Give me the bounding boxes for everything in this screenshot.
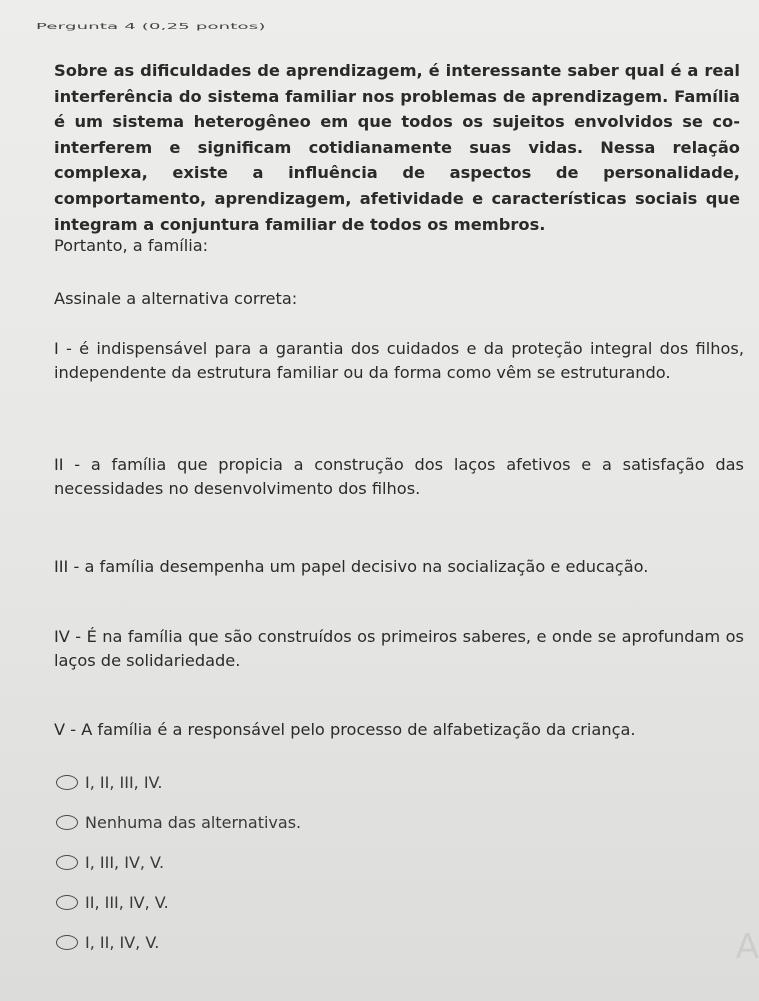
- answer-option-4[interactable]: [56, 882, 301, 922]
- radio-button-icon[interactable]: [56, 895, 78, 910]
- answer-options: [56, 762, 301, 962]
- answer-option-label: II, III, IV, V.: [85, 892, 169, 912]
- radio-button-icon[interactable]: [56, 815, 78, 830]
- question-instruction: Assinale a alternativa correta:: [54, 289, 298, 308]
- answer-option-label: I, III, IV, V.: [85, 852, 165, 872]
- item-i: I - é indispensável para a garantia dos cuidados e da proteção integral dos filhos, independente da estrutura familiar ou da forma como vêm se estruturando.: [54, 339, 744, 382]
- item-ii: II - a família que propicia a construção dos laços afetivos e a satisfação das necessidades no desenvolvimento dos filhos.: [54, 455, 744, 498]
- item-iii: III - a família desempenha um papel decisivo na socialização e educação.: [54, 557, 649, 576]
- radio-button-icon[interactable]: [56, 775, 78, 790]
- answer-option-label: Nenhuma das alternativas.: [85, 812, 302, 832]
- answer-option-3[interactable]: [56, 842, 301, 882]
- answer-option-label: I, II, III, IV.: [85, 772, 163, 792]
- item-iv: IV - É na família que são construídos os primeiros saberes, e onde se aprofundam os laços de solidariedade.: [54, 627, 744, 670]
- question-header: Pergunta 4 (0,25 pontos): [36, 22, 266, 32]
- radio-button-icon[interactable]: [56, 935, 78, 950]
- answer-option-label: I, II, IV, V.: [85, 932, 160, 952]
- answer-option-5[interactable]: [56, 922, 301, 962]
- corner-watermark-text: A: [735, 927, 759, 967]
- radio-button-icon[interactable]: [56, 855, 78, 870]
- answer-option-1[interactable]: [56, 762, 301, 802]
- question-lead: Portanto, a família:: [54, 236, 209, 255]
- question-statement: Sobre as dificuldades de aprendizagem, é interessante saber qual é a real interferência do sistema familiar nos problemas de aprendizagem. Família é um sistema heterogêneo em que todos os sujeitos envolvidos se co-interferem e significam cotidianamente suas vidas. Nessa relação complexa, existe a influência de aspectos de personalidade, comportamento, aprendizagem, afetividade e características sociais que integram a conjuntura familiar de todos os membros.: [54, 61, 740, 234]
- answer-option-2[interactable]: [56, 802, 301, 842]
- item-v: V - A família é a responsável pelo processo de alfabetização da criança.: [54, 720, 636, 739]
